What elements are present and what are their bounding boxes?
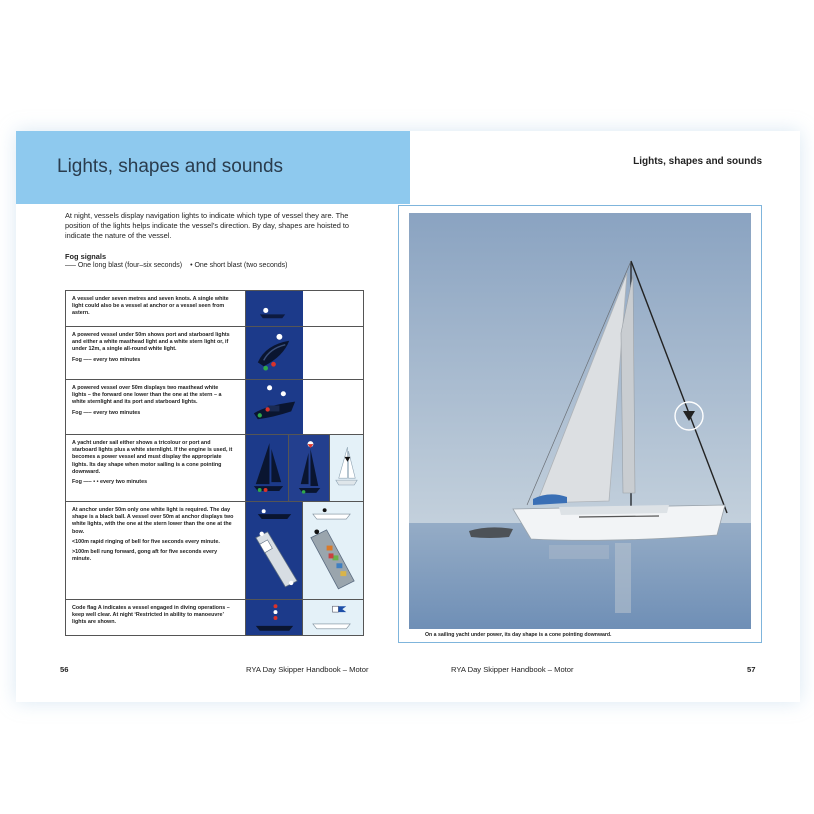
yacht-under-power-image bbox=[409, 213, 751, 629]
day-anchor-illustration bbox=[302, 502, 363, 599]
rule-row-small-vessel bbox=[66, 291, 363, 327]
code-flag-a-icon bbox=[303, 600, 363, 635]
large-power-vessel-icon bbox=[246, 380, 303, 434]
rule-text bbox=[72, 332, 234, 367]
rule-text bbox=[72, 440, 234, 489]
night-vessel-illustration bbox=[245, 327, 303, 379]
tricolour-yacht-icon bbox=[289, 435, 330, 501]
night-tricolour-illustration bbox=[288, 435, 330, 501]
diving-vessel-night-icon bbox=[246, 600, 303, 635]
title-banner bbox=[16, 131, 410, 204]
rule-fog-signal: Fog —– every two minutes bbox=[72, 409, 141, 416]
anchored-vessels-night-icon bbox=[246, 502, 303, 599]
day-diving-illustration bbox=[302, 600, 363, 635]
rule-row-diving bbox=[66, 600, 363, 635]
rule-description: Code flag A indicates a vessel engaged in diving operations – keep well clear. At night ‘Restricted in ability to manoeuvre’ lights are shown. bbox=[72, 605, 230, 626]
night-sailing-illustration bbox=[245, 435, 289, 501]
rule-text bbox=[72, 296, 234, 321]
day-shape-illustration bbox=[329, 435, 363, 501]
motor-sailing-cone-icon bbox=[330, 435, 363, 501]
power-vessel-icon bbox=[246, 327, 303, 379]
page-title: Lights, shapes and sounds bbox=[57, 156, 284, 177]
fog-legend-long: —– One long blast (four–six seconds) bbox=[65, 262, 183, 269]
rule-fog-signal: Fog —– every two minutes bbox=[72, 356, 141, 363]
left-footer-title: RYA Day Skipper Handbook – Motor bbox=[246, 665, 369, 674]
photo-caption: On a sailing yacht under power, its day shape is a cone pointing downward. bbox=[425, 632, 612, 638]
sailing-yacht-photo bbox=[409, 213, 751, 629]
rule-row-at-anchor bbox=[66, 502, 363, 600]
night-vessel-illustration bbox=[245, 380, 303, 434]
left-page-number: 56 bbox=[60, 665, 69, 674]
night-anchor-illustration bbox=[245, 502, 303, 599]
night-diving-illustration bbox=[245, 600, 303, 635]
right-footer-title: RYA Day Skipper Handbook – Motor bbox=[451, 665, 574, 674]
rule-description: A vessel under seven metres and seven knots. A single white light could also be a vessel at anchor or a vessel seen from astern. bbox=[72, 296, 229, 317]
rule-row-power-over-50m bbox=[66, 380, 363, 435]
night-vessel-illustration bbox=[245, 291, 303, 326]
rule-row-power-under-50m bbox=[66, 327, 363, 380]
fog-signals-heading: Fog signals bbox=[65, 252, 107, 261]
small-vessel-icon bbox=[246, 291, 303, 326]
fog-legend bbox=[65, 262, 385, 269]
right-page-number: 57 bbox=[747, 665, 756, 674]
rule-fog-signal: Fog —– • • every two minutes bbox=[72, 479, 148, 486]
rule-description: A powered vessel under 50m shows port and starboard lights and either a white masthead light and a white stern light or, if under 12m, a single all-round white light. bbox=[72, 332, 230, 353]
rule-fog-under-100m: <100m rapid ringing of bell for five seconds every minute. bbox=[72, 538, 220, 545]
rule-text bbox=[72, 605, 234, 630]
intro-paragraph: At night, vessels display navigation lights to indicate which type of vessel they are. The position of the lights helps indicate the vessel’s direction. By day, shapes are hoisted to indicate the nature of the vessel. bbox=[65, 211, 350, 241]
rule-fog-over-100m: >100m bell rung forward, gong aft for five seconds every minute. bbox=[72, 549, 218, 563]
rule-text bbox=[72, 507, 234, 566]
anchored-vessels-day-icon bbox=[303, 502, 363, 599]
rule-text bbox=[72, 385, 234, 420]
fog-legend-short: • One short blast (two seconds) bbox=[190, 262, 288, 269]
rule-row-sailing-yacht bbox=[66, 435, 363, 502]
right-page-header: Lights, shapes and sounds bbox=[633, 156, 762, 167]
rule-description: A powered vessel over 50m displays two masthead white lights – the forward one lower than the one at the stern – a white sternlight and its port and starboard lights. bbox=[72, 385, 222, 406]
rule-description: At anchor under 50m only one white light is required. The day shape is a black ball. A vessel over 50m at anchor displays two white lights, with the one at the stern lower than the one at the bow. bbox=[72, 507, 234, 535]
sailing-yacht-icon bbox=[246, 435, 289, 501]
lights-rules-table bbox=[65, 290, 364, 636]
rule-description: A yacht under sail either shows a tricolour or port and starboard lights plus a white sternlight. If the engine is used, it becomes a power vessel and must display the appropriate lights. Its day shape when motor sailing is a cone pointing downward. bbox=[72, 440, 233, 475]
